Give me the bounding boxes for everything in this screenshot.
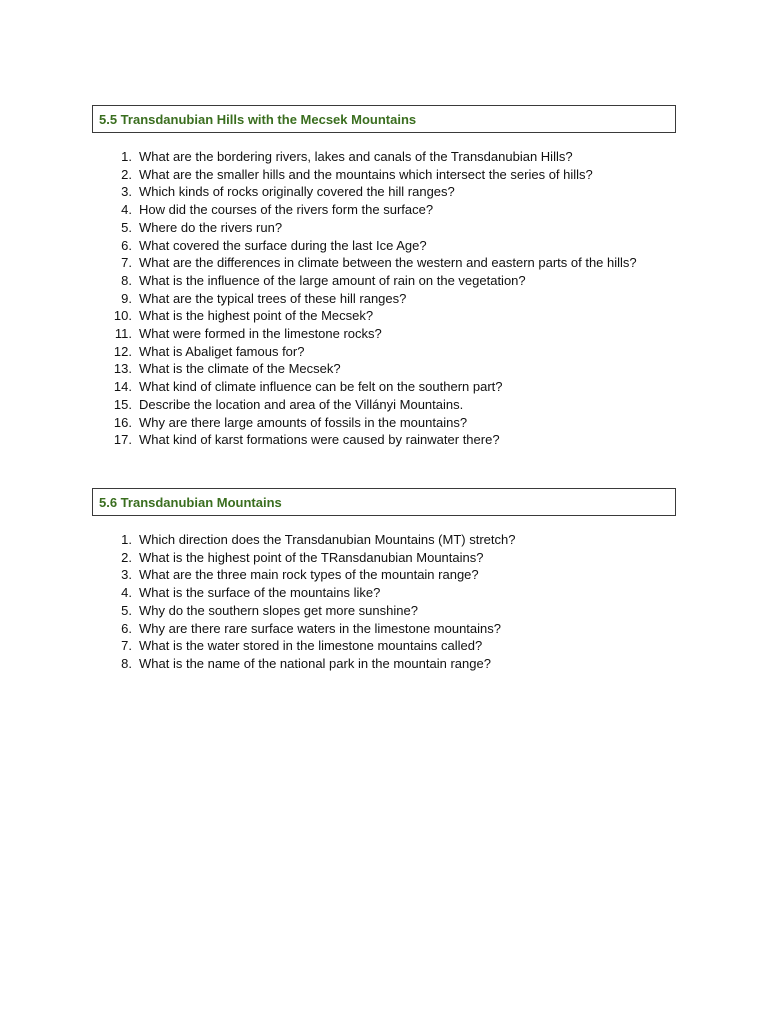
question-text: What kind of karst formations were caused by rainwater there? xyxy=(139,432,500,448)
question-item xyxy=(92,307,652,325)
section-heading: 5.6 Transdanubian Mountains xyxy=(99,494,282,510)
question-text: Why are there rare surface waters in the limestone mountains? xyxy=(139,620,502,636)
question-number: 17. xyxy=(113,432,132,448)
question-number: 11. xyxy=(114,326,132,342)
question-text: What are the smaller hills and the mountains which intersect the series of hills? xyxy=(139,166,593,182)
question-number: 7. xyxy=(121,638,132,654)
question-text: What are the differences in climate between the western and eastern parts of the hills? xyxy=(139,255,637,271)
question-item xyxy=(92,254,652,272)
question-number: 15. xyxy=(113,396,132,412)
question-text: What are the three main rock types of the mountain range? xyxy=(139,567,479,583)
question-number: 6. xyxy=(121,237,132,253)
question-number: 14. xyxy=(113,379,132,395)
question-text: What were formed in the limestone rocks? xyxy=(139,326,382,342)
question-item xyxy=(92,584,652,602)
question-item xyxy=(92,360,652,378)
question-text: What is the name of the national park in the mountain range? xyxy=(139,655,491,671)
question-number: 12. xyxy=(113,343,132,359)
question-text: Which kinds of rocks originally covered the hill ranges? xyxy=(139,184,455,200)
question-item xyxy=(92,602,652,620)
question-text: What is the water stored in the limestone mountains called? xyxy=(139,638,483,654)
question-item xyxy=(92,148,652,166)
question-number: 4. xyxy=(121,585,132,601)
question-item xyxy=(92,378,652,396)
question-text: What are the bordering rivers, lakes and canals of the Transdanubian Hills? xyxy=(139,149,573,164)
question-text: Where do the rivers run? xyxy=(139,219,283,235)
question-number: 8. xyxy=(121,272,132,288)
question-text: What covered the surface during the last Ice Age? xyxy=(139,237,427,253)
question-item xyxy=(92,655,652,673)
question-number: 6. xyxy=(121,620,132,636)
question-list xyxy=(92,531,676,673)
question-item xyxy=(92,431,652,449)
question-item xyxy=(92,343,652,361)
question-text: What is the influence of the large amount of rain on the vegetation? xyxy=(139,272,526,288)
question-item xyxy=(92,566,652,584)
question-number: 9. xyxy=(121,290,132,306)
question-item xyxy=(92,396,652,414)
section-heading-box xyxy=(92,488,676,516)
question-text: What is the highest point of the TRansdanubian Mountains? xyxy=(139,549,484,565)
question-item xyxy=(92,290,652,308)
question-number: 1. xyxy=(121,149,132,164)
section-5-6 xyxy=(92,488,676,673)
question-item xyxy=(92,549,652,567)
section-5-5 xyxy=(92,105,676,449)
question-text: What are the typical trees of these hill ranges? xyxy=(139,290,407,306)
question-text: How did the courses of the rivers form the surface? xyxy=(139,202,434,218)
question-text: What is the surface of the mountains like? xyxy=(139,585,381,601)
question-number: 5. xyxy=(121,602,132,618)
question-number: 1. xyxy=(121,532,132,547)
question-number: 4. xyxy=(121,202,132,218)
question-item xyxy=(92,620,652,638)
section-heading-box xyxy=(92,105,676,133)
question-text: What kind of climate influence can be felt on the southern part? xyxy=(139,379,503,395)
question-item xyxy=(92,166,652,184)
question-list xyxy=(92,148,676,449)
question-number: 2. xyxy=(121,549,132,565)
question-number: 8. xyxy=(121,655,132,671)
question-item xyxy=(92,272,652,290)
question-number: 3. xyxy=(121,567,132,583)
question-item xyxy=(92,201,652,219)
question-number: 5. xyxy=(121,219,132,235)
question-item xyxy=(92,325,652,343)
question-text: What is the climate of the Mecsek? xyxy=(139,361,341,377)
question-number: 13. xyxy=(113,361,132,377)
question-text: Which direction does the Transdanubian Mountains (MT) stretch? xyxy=(139,532,516,547)
question-text: What is the highest point of the Mecsek? xyxy=(139,308,374,324)
question-item xyxy=(92,637,652,655)
question-item xyxy=(92,183,652,201)
question-number: 16. xyxy=(113,414,132,430)
question-item xyxy=(92,219,652,237)
question-text: Why are there large amounts of fossils in the mountains? xyxy=(139,414,468,430)
question-text: Why do the southern slopes get more sunshine? xyxy=(139,602,418,618)
question-number: 7. xyxy=(121,255,132,271)
question-number: 3. xyxy=(121,184,132,200)
question-text: What is Abaliget famous for? xyxy=(139,343,305,359)
question-item xyxy=(92,237,652,255)
question-text: Describe the location and area of the Villányi Mountains. xyxy=(139,396,464,412)
section-heading: 5.5 Transdanubian Hills with the Mecsek Mountains xyxy=(99,111,417,127)
question-item xyxy=(92,414,652,432)
question-item xyxy=(92,531,652,549)
question-number: 2. xyxy=(121,166,132,182)
question-number: 10. xyxy=(113,308,132,324)
